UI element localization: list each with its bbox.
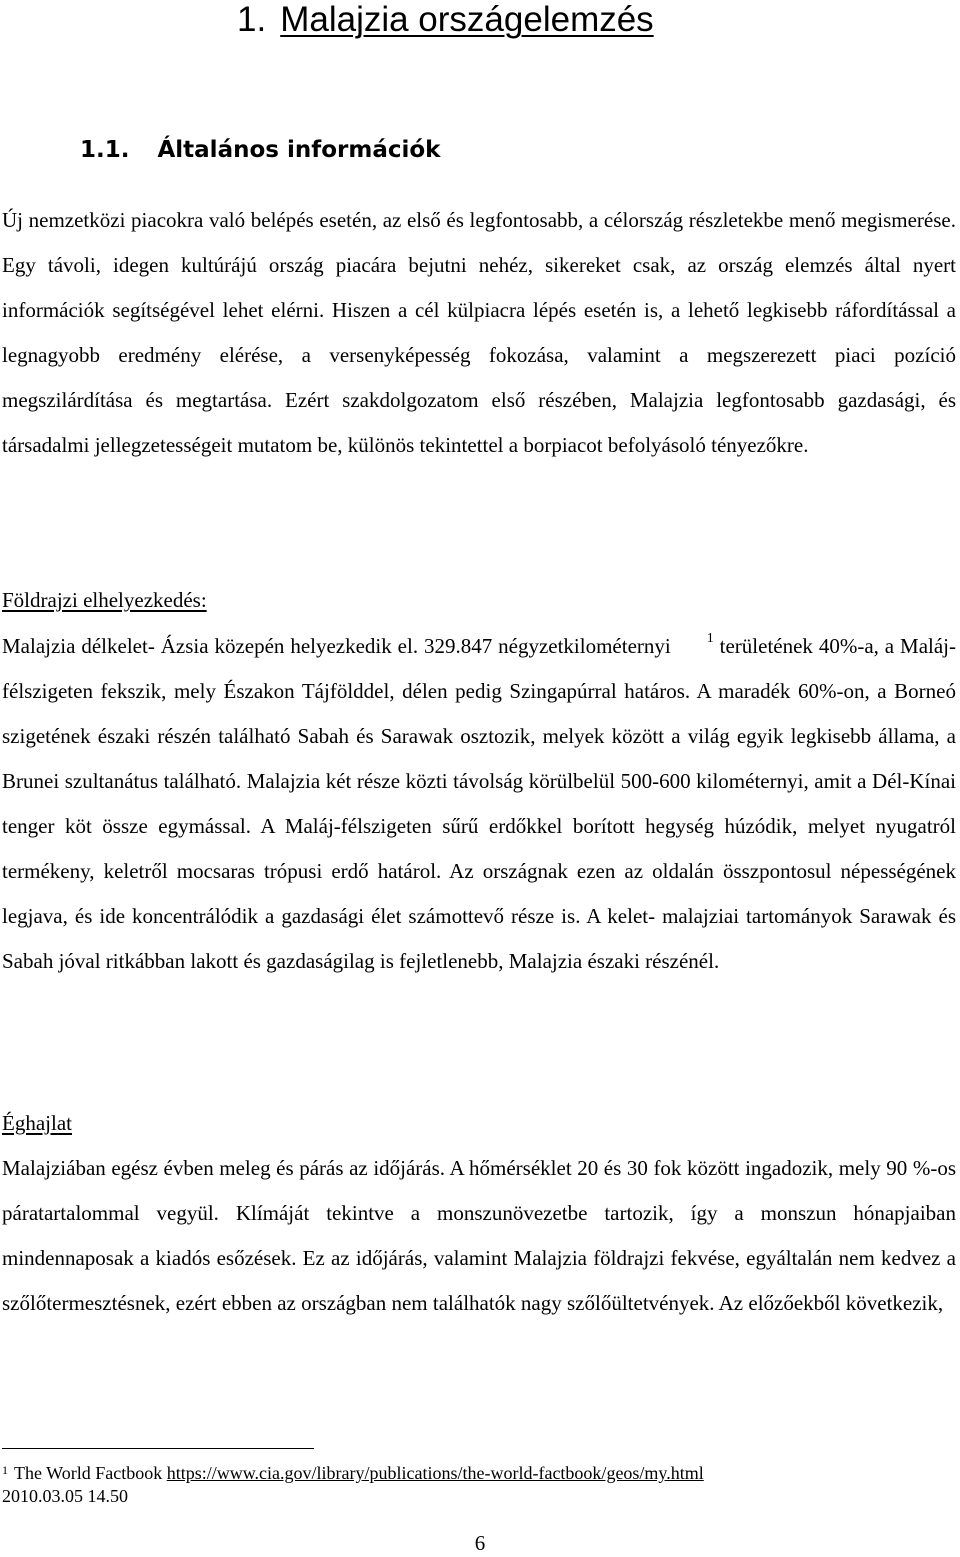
geo-text-before-note: Malajzia délkelet- Ázsia közepén helyezkedik el. 329.847 négyzetkilométernyi — [2, 634, 671, 658]
geo-text-after-note: területének 40%-a, a Maláj-félszigeten fekszik, mely Északon Tájfölddel, délen pedig Szingapúrral határos. A maradék 60%-on, a Borneó szigetének északi részén található Sabah és Sarawak osztozik, melyek között a világ egyik legkisebb állama, a Brunei szultanátus található. Malajzia két része közti távolság körülbelül 500-600 kilométernyi, amit a Dél-Kínai tenger köt össze egymással. A Maláj-félszigeten sűrű erdőkkel borított hegység húzódik, melyet nyugatról termékeny, keletről mocsaras trópusi erdő határol. Az országnak ezen az oldalán összpontosul népességének legjava, és ide koncentrálódik a gazdasági élet számottevő része is. A kelet- malajziai tartományok Sarawak és Sabah jóval ritkábban lakott és gazdaságilag is fejletlenebb, Malajzia északi részénél. — [2, 634, 957, 973]
geo-paragraph — [2, 624, 956, 984]
footnote-line-1 — [2, 1462, 704, 1485]
footnote-link[interactable]: https://www.cia.gov/library/publications/the-world-factbook/geos/my.html — [166, 1463, 704, 1483]
geo-section-label: Földrajzi elhelyezkedés: — [2, 588, 207, 612]
footnote-number: 1 — [2, 1463, 8, 1477]
footnote-separator — [2, 1448, 314, 1449]
climate-paragraph: Malajziában egész évben meleg és párás az időjárás. A hőmérséklet 20 és 30 fok között ingadozik, mely 90 %-os páratartalommal vegyül. Klímáját tekintve a monszunövezetbe tartozik, így a monszun hónapjaiban mindennaposak a kiadós esőzések. Ez az időjárás, valamint Malajzia földrajzi fekvése, egyáltalán nem kedvez a szőlőtermesztésnek, ezért ebben az országban nem találhatók nagy szőlőültetvények. Az előzőekből következik, — [2, 1156, 956, 1315]
footnote-source: The World Factbook — [14, 1463, 163, 1483]
footnote-reference[interactable]: 1 — [706, 631, 714, 646]
climate-label-line — [2, 1101, 956, 1146]
climate-section-label: Éghajlat — [2, 1111, 72, 1135]
chapter-heading — [237, 0, 654, 42]
section-heading — [80, 130, 440, 170]
footnote — [2, 1462, 704, 1508]
chapter-title: Malajzia országelemzés — [280, 0, 654, 39]
page-number: 6 — [474, 1531, 486, 1555]
footnote-date: 2010.03.05 14.50 — [2, 1486, 128, 1506]
geo-label-line — [2, 578, 956, 623]
chapter-number: 1. — [237, 0, 267, 39]
intro-paragraph: Új nemzetközi piacokra való belépés esetén, az első és legfontosabb, a célország részletekbe menő megismerése. Egy távoli, idegen kultúrájú ország piacára bejutni nehéz, sikereket csak, az ország elemzés által nyert információk segítségével lehet elérni. Hiszen a cél külpiacra lépés esetén is, a lehető legkisebb ráfordítással a legnagyobb eredmény elérése, a versenyképesség fokozása, valamint a megszerezett piaci pozíció megszilárdítása és megtartása. Ezért szakdolgozatom első részében, Malajzia legfontosabb gazdasági, és társadalmi jellegzetességeit mutatom be, különös tekintettel a borpiacot befolyásoló tényezőkre. — [2, 208, 956, 457]
section-title: Általános információk — [157, 137, 441, 163]
section-number: 1.1. — [80, 137, 130, 163]
